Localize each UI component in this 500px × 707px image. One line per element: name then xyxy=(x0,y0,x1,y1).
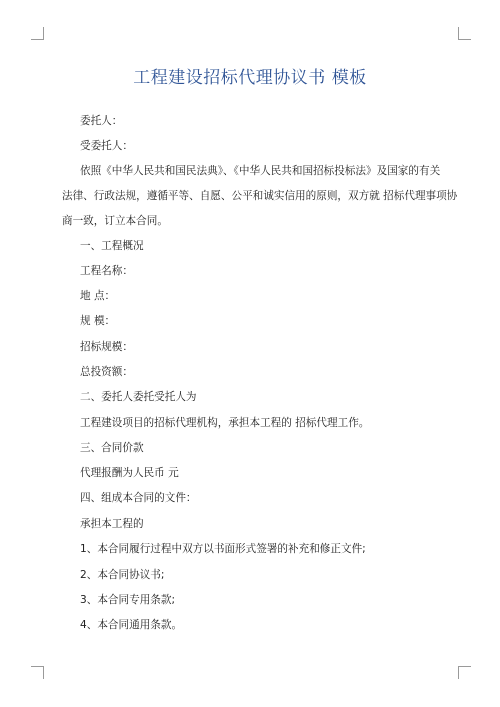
preamble-line-3: 商一致，订立本合同。 xyxy=(62,215,168,227)
scale-field: 规 模： xyxy=(80,315,116,327)
fee-line: 代理报酬为人民币 元 xyxy=(80,467,179,479)
project-name-field: 工程名称： xyxy=(80,265,133,277)
location-field: 地 点： xyxy=(80,290,116,302)
section-heading-3: 三、合同价款 xyxy=(80,442,144,454)
document-item-4: 4、本合同通用条款。 xyxy=(80,619,183,631)
total-investment-field: 总投资额： xyxy=(80,366,133,378)
corner-mark-top-left xyxy=(31,27,44,40)
bidding-scale-field: 招标规模： xyxy=(80,341,133,353)
preamble-line-2: 法律、行政法规，遵循平等、自愿、公平和诚实信用的原则，双方就 招标代理事项协 xyxy=(62,190,458,202)
corner-mark-bottom-right xyxy=(458,666,471,679)
section-4-intro: 承担本工程的 xyxy=(80,518,144,530)
document-item-1: 1、本合同履行过程中双方以书面形式签署的补充和修正文件; xyxy=(80,543,366,555)
section-heading-1: 一、工程概况 xyxy=(80,240,144,252)
corner-mark-bottom-left xyxy=(31,666,44,679)
section-heading-4: 四、组成本合同的文件： xyxy=(80,492,197,504)
document-item-3: 3、本合同专用条款; xyxy=(80,594,176,606)
agent-label: 受委托人： xyxy=(80,140,133,152)
section-2-body: 工程建设项目的招标代理机构，承担本工程的 招标代理工作。 xyxy=(80,417,370,429)
document-item-2: 2、本合同协议书; xyxy=(80,569,165,581)
corner-mark-top-right xyxy=(458,27,471,40)
client-label: 委托人： xyxy=(80,115,123,127)
section-heading-2: 二、委托人委托受托人为 xyxy=(80,391,197,403)
document-title: 工程建设招标代理协议书 模板 xyxy=(133,68,367,88)
preamble-line-1: 依照《中华人民共和国民法典》、《中华人民共和国招标投标法》及国家的有关 xyxy=(80,165,441,177)
